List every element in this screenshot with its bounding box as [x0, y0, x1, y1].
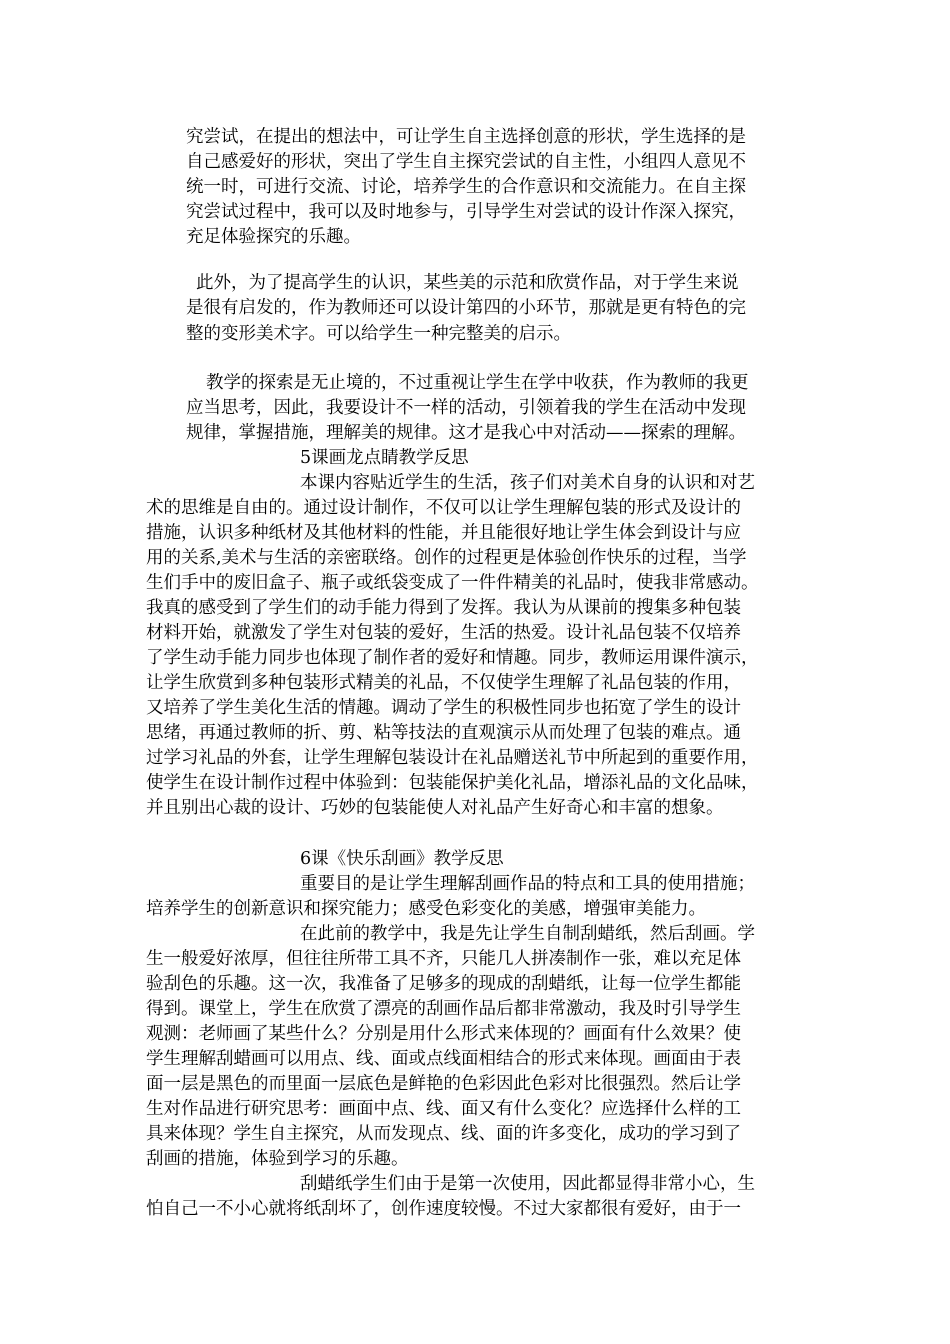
paragraph-line: 生们手中的废旧盒子、瓶子或纸袋变成了一件件精美的礼品时，使我非常感动。	[146, 573, 759, 593]
paragraph-line: 学生理解刮蜡画可以用点、线、面或点线面相结合的形式来体现。画面由于表	[146, 1049, 741, 1069]
paragraph-line: 材料开始，就激发了学生对包装的爱好，生活的热爱。设计礼品包装不仅培养	[146, 623, 741, 643]
paragraph-line: 让学生欣赏到多种包装形式精美的礼品，不仅使学生理解了礼品包装的作用，	[146, 673, 741, 693]
paragraph-line: 措施，认识多种纸材及其他材料的性能，并且能很好地让学生体会到设计与应	[146, 523, 741, 543]
paragraph-line: 过学习礼品的外套，让学生理解包装设计在礼品赠送礼节中所起到的重要作用，	[146, 748, 759, 768]
paragraph-line: 思绪，再通过教师的折、剪、粘等技法的直观演示从而处理了包装的难点。通	[146, 723, 741, 743]
paragraph-line: 面一层是黑色的而里面一层底色是鲜艳的色彩因此色彩对比很强烈。然后让学	[146, 1074, 741, 1094]
paragraph-line: 刮蜡纸学生们由于是第一次使用，因此都显得非常小心，生	[300, 1174, 755, 1194]
paragraph-line: 在此前的教学中，我是先让学生自制刮蜡纸，然后刮画。学	[300, 924, 755, 944]
paragraph-line: 得到。课堂上，学生在欣赏了漂亮的刮画作品后都非常激动，我及时引导学生	[146, 999, 741, 1019]
paragraph-line: 生一般爱好浓厚，但往往所带工具不齐，只能几人拼凑制作一张，难以充足体	[146, 949, 741, 969]
paragraph-line: 术的思维是自由的。通过设计制作，不仅可以让学生理解包装的形式及设计的	[146, 498, 741, 518]
paragraph-line: 又培养了学生美化生活的情趣。调动了学生的积极性同步也拓宽了学生的设计	[146, 698, 741, 718]
paragraph-line: 究尝试，在提出的想法中，可让学生自主选择创意的形状，学生选择的是	[186, 127, 746, 147]
paragraph-line: 了学生动手能力同步也体现了制作者的爱好和情趣。同步，教师运用课件演示，	[146, 648, 759, 668]
paragraph-line: 统一时，可进行交流、讨论，培养学生的合作意识和交流能力。在自主探	[186, 177, 746, 197]
paragraph-line: 重要目的是让学生理解刮画作品的特点和工具的使用措施；	[300, 874, 755, 894]
paragraph-line: 应当思考，因此，我要设计不一样的活动，引领着我的学生在活动中发现	[186, 398, 746, 418]
paragraph-line: 本课内容贴近学生的生活，孩子们对美术自身的认识和对艺	[300, 473, 755, 493]
paragraph-line: 生对作品进行研究思考：画面中点、线、面又有什么变化？应选择什么样的工	[146, 1099, 741, 1119]
paragraph-line: 培养学生的创新意识和探究能力；感受色彩变化的美感，增强审美能力。	[146, 899, 706, 919]
paragraph-line: 教学的探索是无止境的，不过重视让学生在学中收获，作为教师的我更	[206, 373, 749, 393]
section-heading-lesson-5: 5课画龙点睛教学反思	[300, 448, 469, 468]
paragraph-line: 具来体现？学生自主探究，从而发现点、线、面的许多变化，成功的学习到了	[146, 1124, 741, 1144]
section-heading-lesson-6: 6课《快乐刮画》教学反思	[300, 849, 504, 869]
paragraph-line: 观测：老师画了某些什么？分别是用什么形式来体现的？画面有什么效果？使	[146, 1024, 741, 1044]
paragraph-line: 是很有启发的，作为教师还可以设计第四的小环节，那就是更有特色的完	[186, 298, 746, 318]
paragraph-line: 自己感爱好的形状，突出了学生自主探究尝试的自主性，小组四人意见不	[186, 152, 746, 172]
paragraph-line: 验刮色的乐趣。这一次，我准备了足够多的现成的刮蜡纸，让每一位学生都能	[146, 974, 741, 994]
paragraph-line: 怕自己一不小心就将纸刮坏了，创作速度较慢。不过大家都很有爱好，由于一	[146, 1199, 741, 1219]
paragraph-line: 使学生在设计制作过程中体验到：包装能保护美化礼品，增添礼品的文化品味，	[146, 773, 759, 793]
paragraph-line: 并且别出心裁的设计、巧妙的包装能使人对礼品产生好奇心和丰富的想象。	[146, 798, 724, 818]
paragraph-line: 整的变形美术字。可以给学生一种完整美的启示。	[186, 324, 571, 344]
paragraph-line: 用的关系,美术与生活的亲密联络。创作的过程更是体验创作快乐的过程，当学	[146, 548, 747, 568]
paragraph-line: 规律，掌握措施，理解美的规律。这才是我心中对活动——探索的理解。	[186, 423, 746, 443]
paragraph-line: 充足体验探究的乐趣。	[186, 227, 361, 247]
paragraph-line: 刮画的措施，体验到学习的乐趣。	[146, 1149, 409, 1169]
paragraph-line: 究尝试过程中，我可以及时地参与，引导学生对尝试的设计作深入探究，	[186, 202, 746, 222]
paragraph-line: 此外，为了提高学生的认识，某些美的示范和欣赏作品，对于学生来说	[196, 273, 739, 293]
paragraph-line: 我真的感受到了学生们的动手能力得到了发挥。我认为从课前的搜集多种包装	[146, 598, 741, 618]
